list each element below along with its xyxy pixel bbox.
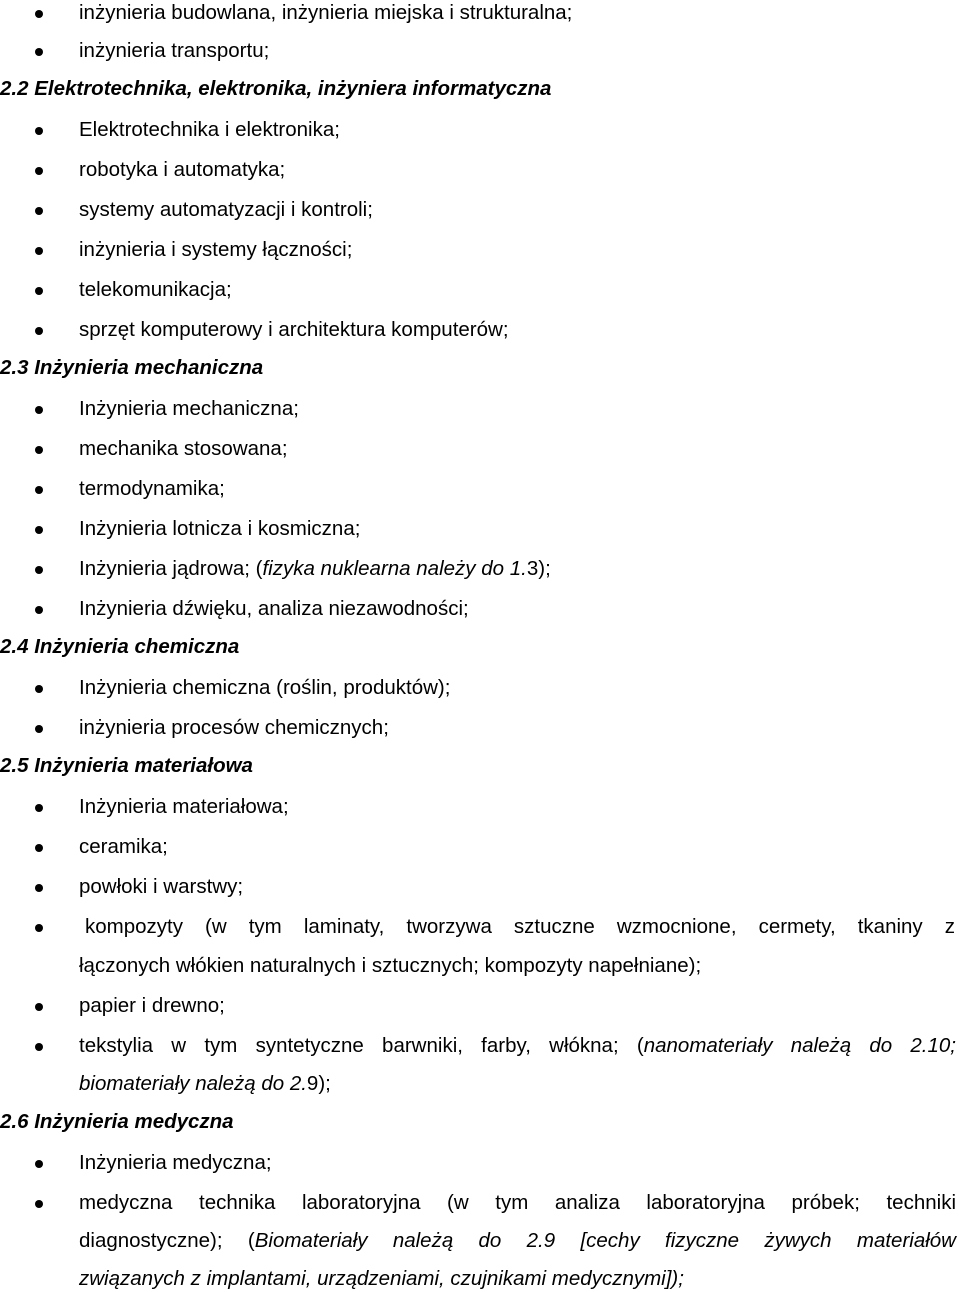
item-note-number: 3 <box>526 557 539 580</box>
bullet <box>35 526 43 534</box>
bullet <box>35 127 43 135</box>
bullet <box>35 725 43 733</box>
bullet <box>35 406 43 414</box>
list-item: inżynieria transportu; <box>79 39 270 62</box>
bullet <box>35 167 43 175</box>
section-number: 2.2 <box>0 77 29 100</box>
item-text-end: ); <box>538 557 551 580</box>
bullet <box>35 804 43 812</box>
section-heading <box>0 1109 234 1135</box>
item-note-number: 9 <box>306 1072 319 1095</box>
section-heading <box>0 76 551 102</box>
bullet <box>35 207 43 215</box>
bullet <box>35 247 43 255</box>
section-title: Inżynieria medyczna <box>34 1110 234 1133</box>
item-text: Inżynieria jądrowa; ( <box>79 557 263 580</box>
list-item: Inżynieria lotnicza i kosmiczna; <box>79 517 361 540</box>
list-item: telekomunikacja; <box>79 278 232 301</box>
list-item: medyczna technika laboratoryjna (w tym analiza laboratoryjna próbek; techniki <box>79 1191 956 1214</box>
bullet <box>35 327 43 335</box>
item-note-italic: Biomateriały należą do 2.9 [cechy fizyczne żywych materiałów <box>254 1229 956 1252</box>
list-item: Inżynieria materiałowa; <box>79 795 289 818</box>
list-item: mechanika stosowana; <box>79 437 288 460</box>
list-item: Inżynieria chemiczna (roślin, produktów); <box>79 676 451 699</box>
section-number: 2.3 <box>0 356 29 379</box>
section-title: Inżynieria materiałowa <box>34 754 253 777</box>
list-item <box>79 1033 956 1059</box>
list-item: systemy automatyzacji i kontroli; <box>79 198 373 221</box>
bullet <box>35 1043 43 1051</box>
list-item-continuation <box>79 1071 331 1097</box>
list-item: Inżynieria dźwięku, analiza niezawodności; <box>79 597 469 620</box>
list-item: kompozyty (w tym laminaty, tworzywa sztuczne wzmocnione, cermety, tkaniny z <box>85 915 955 938</box>
bullet <box>35 685 43 693</box>
bullet <box>35 566 43 574</box>
bullet <box>35 606 43 614</box>
section-number: 2.6 <box>0 1110 29 1133</box>
list-item: ceramika; <box>79 835 168 858</box>
list-item: powłoki i warstwy; <box>79 875 244 898</box>
bullet <box>35 924 43 932</box>
list-item: sprzęt komputerowy i architektura komputerów; <box>79 318 509 341</box>
item-note-italic: fizyka nuklearna należy do 1. <box>262 557 527 580</box>
section-number: 2.5 <box>0 754 29 777</box>
list-item: inżynieria procesów chemicznych; <box>79 716 389 739</box>
list-item: Elektrotechnika i elektronika; <box>79 118 340 141</box>
section-heading <box>0 753 253 779</box>
list-item-continuation <box>79 1228 956 1254</box>
list-item-continuation <box>79 1266 684 1292</box>
list-item: inżynieria budowlana, inżynieria miejska i strukturalna; <box>79 1 573 24</box>
list-item: termodynamika; <box>79 477 225 500</box>
bullet <box>35 844 43 852</box>
bullet <box>35 486 43 494</box>
item-note-italic: biomateriały należą do 2. <box>79 1072 307 1095</box>
bullet <box>35 10 43 18</box>
bullet <box>35 287 43 295</box>
bullet <box>35 446 43 454</box>
section-heading <box>0 634 239 660</box>
section-title: Inżynieria mechaniczna <box>34 356 264 379</box>
bullet <box>35 48 43 56</box>
item-note-italic: związanych z implantami, urządzeniami, czujnikami medycznymi]); <box>79 1267 684 1290</box>
list-item: inżynieria i systemy łączności; <box>79 238 353 261</box>
list-item <box>79 556 551 582</box>
list-item: Inżynieria medyczna; <box>79 1151 272 1174</box>
list-item-continuation: łączonych włókien naturalnych i sztucznych; kompozyty napełniane); <box>79 954 702 977</box>
item-text: tekstylia w tym syntetyczne barwniki, farby, włókna; ( <box>79 1034 644 1057</box>
bullet <box>35 1003 43 1011</box>
list-item: papier i drewno; <box>79 994 225 1017</box>
bullet <box>35 1200 43 1208</box>
list-item: Inżynieria mechaniczna; <box>79 397 299 420</box>
bullet <box>35 884 43 892</box>
section-heading <box>0 355 263 381</box>
item-text: diagnostyczne); ( <box>79 1229 255 1252</box>
list-item: robotyka i automatyka; <box>79 158 286 181</box>
item-text-end: ); <box>318 1072 331 1095</box>
item-note-italic: nanomateriały należą do 2.10; <box>643 1034 956 1057</box>
bullet <box>35 1160 43 1168</box>
section-number: 2.4 <box>0 635 29 658</box>
section-title: Elektrotechnika, elektronika, inżyniera informatyczna <box>34 77 552 100</box>
section-title: Inżynieria chemiczna <box>34 635 240 658</box>
